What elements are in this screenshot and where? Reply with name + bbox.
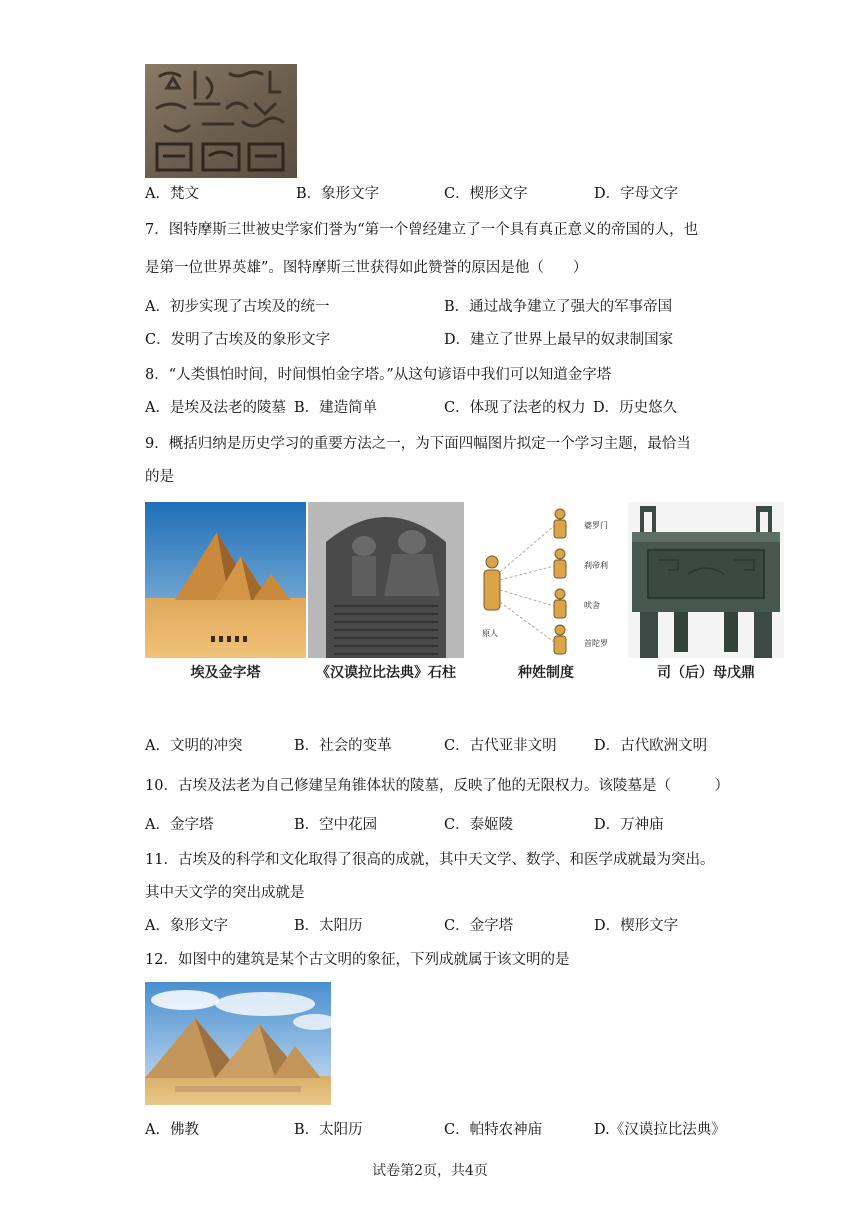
q11-option-a[interactable]: A．象形文字 (145, 918, 228, 934)
q11-option-d[interactable]: D．楔形文字 (594, 918, 679, 934)
caste-label-origin: 原人 (482, 629, 498, 638)
q7-option-b[interactable]: B．通过战争建立了强大的军事帝国 (444, 299, 673, 315)
q10-option-a[interactable]: A．金字塔 (145, 817, 214, 833)
q11-stem-line2: 其中天文学的突出成就是 (145, 885, 305, 901)
q9-option-d[interactable]: D．古代欧洲文明 (594, 738, 708, 754)
hammurabi-stele-photo (308, 502, 464, 658)
page-footer: 试卷第2页，共4页 (372, 1163, 488, 1179)
q9-option-b[interactable]: B．社会的变革 (294, 738, 392, 754)
caption-simuwu-ding: 司（后）母戊鼎 (657, 665, 755, 681)
q12-option-b[interactable]: B．太阳历 (294, 1122, 363, 1138)
q6-option-d[interactable]: D．字母文字 (594, 186, 679, 202)
q8-option-c[interactable]: C．体现了法老的权力 (444, 400, 586, 416)
q6-option-c[interactable]: C．楔形文字 (444, 186, 528, 202)
q11-stem-line1: 11．古埃及的科学和文化取得了很高的成就，其中天文学、数学、和医学成就最为突出。 (145, 852, 715, 868)
caste-system-diagram (470, 502, 622, 658)
q9-option-c[interactable]: C．古代亚非文明 (444, 738, 557, 754)
caption-caste-system: 种姓制度 (518, 665, 574, 681)
q9-option-a[interactable]: A．文明的冲突 (145, 738, 243, 754)
q7-option-a[interactable]: A．初步实现了古埃及的统一 (145, 299, 330, 315)
q12-pyramids-photo (145, 982, 331, 1105)
caste-label-kshatriya: 刹帝利 (584, 561, 608, 570)
q6-option-a[interactable]: A．梵文 (145, 186, 199, 202)
q10-stem: 10．古埃及法老为自己修建呈角锥体状的陵墓，反映了他的无限权力。该陵墓是（ ） (145, 778, 729, 794)
q10-option-c[interactable]: C．泰姬陵 (444, 817, 514, 833)
q11-option-b[interactable]: B．太阳历 (294, 918, 363, 934)
hieroglyph-stone-image (145, 64, 297, 178)
q10-option-b[interactable]: B．空中花园 (294, 817, 378, 833)
q11-option-c[interactable]: C．金字塔 (444, 918, 514, 934)
q12-stem: 12．如图中的建筑是某个古文明的象征，下列成就属于该文明的是 (145, 952, 570, 968)
pyramids-photo (145, 502, 306, 658)
q12-option-a[interactable]: A．佛教 (145, 1122, 199, 1138)
q8-option-a[interactable]: A．是埃及法老的陵墓 (145, 400, 286, 416)
caste-label-shudra: 首陀罗 (584, 639, 608, 648)
simuwu-ding-photo (628, 502, 784, 658)
q8-option-d[interactable]: D．历史悠久 (593, 400, 678, 416)
q7-stem-line2: 是第一位世界英雄”。图特摩斯三世获得如此赞誉的原因是他（ ） (145, 260, 588, 276)
q7-option-c[interactable]: C．发明了古埃及的象形文字 (145, 332, 331, 348)
q6-option-b[interactable]: B．象形文字 (296, 186, 380, 202)
q12-option-c[interactable]: C．帕特农神庙 (444, 1122, 543, 1138)
q9-stem-line2: 的是 (145, 469, 174, 485)
caste-label-vaishya: 吠舍 (584, 601, 600, 610)
caste-label-brahmin: 婆罗门 (584, 521, 608, 530)
q12-option-d[interactable]: D.《汉谟拉比法典》 (594, 1122, 726, 1138)
caption-hammurabi: 《汉谟拉比法典》石柱 (316, 665, 456, 681)
q8-stem: 8．“人类惧怕时间，时间惧怕金字塔。”从这句谚语中我们可以知道金字塔 (145, 367, 612, 383)
q9-stem-line1: 9．概括归纳是历史学习的重要方法之一，为下面四幅图片拟定一个学习主题，最恰当 (145, 436, 691, 452)
q8-option-b[interactable]: B．建造简单 (294, 400, 378, 416)
q7-stem-line1: 7．图特摩斯三世被史学家们誉为“第一个曾经建立了一个具有真正意义的帝国的人，也 (145, 222, 699, 238)
caption-pyramids: 埃及金字塔 (190, 665, 261, 681)
q10-option-d[interactable]: D．万神庙 (594, 817, 664, 833)
q7-option-d[interactable]: D．建立了世界上最早的奴隶制国家 (444, 332, 674, 348)
